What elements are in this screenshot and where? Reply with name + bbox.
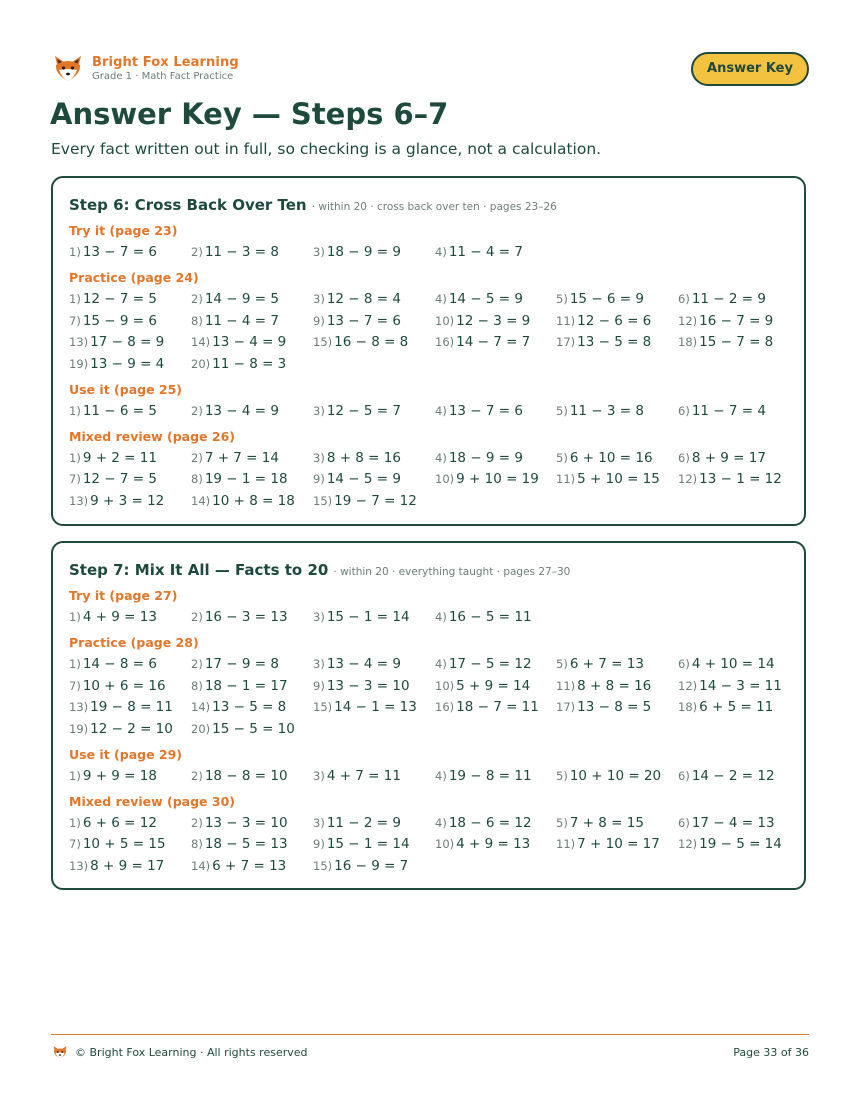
answer-fact [69,333,164,351]
fact-equation: 17 − 4 = 13 [691,814,775,831]
fact-equation: 13 − 7 = 6 [82,244,157,260]
section-label: Try it (page 27) [69,588,178,603]
fact-equation: 8 + 8 = 16 [577,677,652,694]
answer-fact [313,290,401,308]
answer-fact [69,243,157,261]
fact-equation: 15 − 1 = 14 [326,836,410,852]
fact-equation: 13 − 5 = 8 [212,699,287,715]
fact-equation: 14 − 1 = 13 [334,699,417,715]
step-meta: · within 20 · everything taught · pages 27–30 [333,566,571,578]
fact-equation: 9 + 10 = 19 [456,471,539,487]
problem-number: 10) [435,472,455,486]
fact-equation: 12 − 2 = 10 [90,720,173,737]
answer-fact [69,814,157,832]
answer-fact [556,677,651,695]
answer-fact [313,470,401,488]
answer-fact [435,608,532,626]
problem-number: 13) [69,493,89,508]
answer-fact [191,835,288,853]
answer-fact [556,835,660,853]
problem-number: 10) [435,678,455,693]
problem-number: 3) [313,610,325,624]
fact-equation: 18 − 9 = 9 [448,449,523,466]
fact-equation: 13 − 8 = 5 [577,699,652,715]
fact-equation: 14 − 5 = 9 [448,291,523,307]
answer-fact [191,355,286,373]
problem-number: 1) [69,610,81,624]
fact-equation: 17 − 5 = 12 [448,656,532,672]
fact-equation: 18 − 8 = 10 [204,767,288,784]
section-label: Use it (page 29) [69,746,183,762]
brand-subtitle: Grade 1 · Math Fact Practice [92,71,234,82]
problem-number: 14) [191,858,211,873]
answer-fact [313,835,410,853]
answer-fact [191,655,279,673]
fact-equation: 6 + 5 = 11 [699,699,774,715]
problem-number: 10) [435,837,455,851]
answer-fact [313,814,401,832]
answer-fact [69,290,157,308]
fact-equation: 13 − 7 = 6 [448,402,523,419]
problem-number: 15) [313,700,333,714]
answer-fact [69,857,164,875]
answer-fact [556,814,644,832]
fact-equation: 12 − 5 = 7 [326,402,401,419]
fact-equation: 8 + 9 = 17 [691,449,766,466]
fact-equation: 13 − 4 = 9 [212,334,287,350]
fact-equation: 16 − 8 = 8 [334,334,409,350]
fact-equation: 8 + 9 = 17 [90,857,165,874]
problem-number: 6) [678,292,690,306]
problem-number: 8) [191,472,203,486]
problem-number: 8) [191,837,203,851]
fact-equation: 10 + 8 = 18 [212,492,295,509]
answer-fact [678,767,775,785]
problem-number: 9) [313,313,325,328]
answer-fact [678,835,782,853]
answer-fact [69,677,166,695]
fact-equation: 11 − 4 = 7 [448,244,523,260]
fact-equation: 15 − 1 = 14 [326,609,410,625]
fact-equation: 13 − 4 = 9 [326,656,401,672]
page-number: Page 33 of 36 [733,1046,809,1059]
answer-key-badge: Answer Key [691,52,809,86]
fact-equation: 16 − 5 = 11 [448,609,532,625]
problem-number: 4) [435,610,447,624]
section-label: Practice (page 28) [69,635,199,650]
answer-fact [313,857,408,875]
fact-equation: 18 − 7 = 11 [456,699,539,715]
fact-equation: 12 − 7 = 5 [82,471,157,487]
problem-number: 16) [435,700,455,714]
page-title: Answer Key — Steps 6–7 [50,97,449,131]
answer-fact [191,857,286,875]
fact-equation: 10 + 10 = 20 [569,767,662,784]
answer-fact [191,698,286,716]
answer-fact [69,655,157,673]
problem-number: 2) [191,657,203,671]
answer-fact [435,243,523,261]
problem-number: 19) [69,356,89,371]
problem-number: 4) [435,657,447,671]
fact-equation: 13 − 4 = 9 [204,402,279,419]
answer-fact [435,835,530,853]
fact-equation: 9 + 2 = 11 [82,449,157,466]
problem-number: 6) [678,815,690,830]
answer-fact [678,698,773,716]
problem-number: 4) [435,245,447,259]
fact-equation: 16 − 7 = 9 [699,312,774,329]
problem-number: 2) [191,768,203,783]
answer-fact [435,402,523,420]
fact-equation: 11 − 2 = 9 [691,291,766,307]
answer-fact [313,677,410,695]
problem-number: 14) [191,700,211,714]
fact-equation: 18 − 9 = 9 [326,244,401,260]
answer-fact [678,677,782,695]
problem-number: 1) [69,292,81,306]
fact-equation: 17 − 9 = 8 [204,656,279,672]
problem-number: 12) [678,472,698,486]
problem-number: 18) [678,700,698,714]
fact-equation: 10 + 6 = 16 [82,677,166,694]
fact-equation: 11 − 3 = 8 [569,402,644,419]
fact-equation: 19 − 8 = 11 [90,699,173,715]
fact-equation: 12 − 8 = 4 [326,291,401,307]
problem-number: 4) [435,768,447,783]
fact-equation: 4 + 7 = 11 [326,767,401,784]
problem-number: 11) [556,678,576,693]
answer-fact [435,333,530,351]
answer-fact [435,677,530,695]
problem-number: 15) [313,493,333,508]
answer-fact [556,333,651,351]
fact-equation: 9 + 9 = 18 [82,767,157,784]
answer-fact [435,312,530,330]
problem-number: 13) [69,858,89,873]
problem-number: 4) [435,815,447,830]
problem-number: 1) [69,768,81,783]
fact-equation: 5 + 9 = 14 [456,677,531,694]
answer-fact [435,655,532,673]
answer-fact [191,290,279,308]
problem-number: 5) [556,450,568,465]
problem-number: 1) [69,657,81,671]
problem-number: 4) [435,450,447,465]
fact-equation: 13 − 3 = 10 [204,814,288,831]
answer-fact [69,355,164,373]
fact-equation: 12 − 7 = 5 [82,291,157,307]
problem-number: 12) [678,837,698,851]
answer-fact [69,767,157,785]
problem-number: 4) [435,292,447,306]
problem-number: 1) [69,815,81,830]
answer-fact [678,402,766,420]
fact-equation: 12 − 3 = 9 [456,312,531,329]
answer-fact [556,698,651,716]
step-7-card [51,541,806,890]
section-label: Use it (page 25) [69,381,183,397]
answer-fact [191,492,295,510]
problem-number: 3) [313,245,325,259]
fact-equation: 13 − 7 = 6 [326,312,401,329]
problem-number: 9) [313,837,325,851]
fact-equation: 11 − 8 = 3 [212,355,287,372]
answer-fact [313,492,417,510]
fact-equation: 16 − 3 = 13 [204,609,288,625]
fact-equation: 7 + 10 = 17 [577,836,660,852]
answer-fact [313,449,401,467]
step-meta: · within 20 · cross back over ten · pages 23–26 [311,201,557,213]
fact-equation: 15 − 6 = 9 [569,291,644,307]
answer-fact [313,312,401,330]
problem-number: 7) [69,313,81,328]
problem-number: 9) [313,472,325,486]
fact-equation: 11 − 3 = 8 [204,244,279,260]
answer-fact [556,655,644,673]
answer-fact [435,290,523,308]
problem-number: 4) [435,403,447,418]
fact-equation: 13 − 9 = 4 [90,355,165,372]
problem-number: 1) [69,245,81,259]
fact-equation: 9 + 3 = 12 [90,492,165,509]
fact-equation: 5 + 10 = 15 [577,471,660,487]
answer-fact [435,767,532,785]
fact-equation: 15 − 9 = 6 [82,312,157,329]
problem-number: 10) [435,313,455,328]
answer-fact [678,312,773,330]
fact-equation: 15 − 5 = 10 [212,720,295,737]
problem-number: 12) [678,678,698,693]
problem-number: 19) [69,721,89,736]
answer-fact [556,312,651,330]
fox-icon [52,52,84,84]
fact-equation: 14 − 9 = 5 [204,291,279,307]
problem-number: 1) [69,403,81,418]
answer-fact [191,767,288,785]
answer-fact [556,402,644,420]
answer-fact [313,698,417,716]
problem-number: 2) [191,610,203,624]
problem-number: 3) [313,815,325,830]
answer-fact [313,243,401,261]
answer-fact [191,243,279,261]
fact-equation: 13 − 5 = 8 [577,334,652,350]
answer-fact [69,312,157,330]
footer-copyright: © Bright Fox Learning · All rights reserved [75,1046,308,1059]
answer-fact [191,402,279,420]
problem-number: 11) [556,472,576,486]
fact-equation: 4 + 9 = 13 [82,609,157,625]
answer-fact [678,290,766,308]
section-label: Practice (page 24) [69,270,199,285]
fact-equation: 7 + 8 = 15 [569,814,644,831]
problem-number: 2) [191,815,203,830]
fact-equation: 14 − 5 = 9 [326,471,401,487]
problem-number: 3) [313,450,325,465]
problem-number: 20) [191,721,211,736]
problem-number: 3) [313,292,325,306]
answer-fact [69,470,157,488]
problem-number: 6) [678,450,690,465]
fact-equation: 6 + 7 = 13 [569,656,644,672]
problem-number: 11) [556,313,576,328]
answer-fact [678,814,775,832]
problem-number: 7) [69,837,81,851]
fact-equation: 11 − 4 = 7 [204,312,279,329]
fact-equation: 11 − 6 = 5 [82,402,157,419]
problem-number: 3) [313,768,325,783]
problem-number: 14) [191,493,211,508]
answer-fact [435,449,523,467]
page-header [52,52,809,88]
answer-fact [191,333,286,351]
problem-number: 6) [678,403,690,418]
problem-number: 17) [556,335,576,349]
fact-equation: 6 + 7 = 13 [212,857,287,874]
step-6-card [51,176,806,526]
fact-equation: 11 − 2 = 9 [326,814,401,831]
problem-number: 15) [313,858,333,873]
problem-number: 12) [678,313,698,328]
fact-equation: 14 − 2 = 12 [691,767,775,784]
fact-equation: 16 − 9 = 7 [334,857,409,874]
problem-number: 3) [313,657,325,671]
problem-number: 18) [678,335,698,349]
answer-fact [313,333,408,351]
footer-divider [51,1034,809,1035]
answer-fact [435,470,539,488]
problem-number: 14) [191,335,211,349]
answer-fact [191,720,295,738]
problem-number: 11) [556,837,576,851]
fact-equation: 14 − 3 = 11 [699,677,782,694]
fact-equation: 18 − 6 = 12 [448,814,532,831]
fact-equation: 17 − 8 = 9 [90,334,165,350]
problem-number: 2) [191,292,203,306]
answer-fact [69,402,157,420]
answer-fact [435,698,539,716]
problem-number: 7) [69,678,81,693]
problem-number: 5) [556,815,568,830]
problem-number: 8) [191,678,203,693]
section-label: Try it (page 23) [69,223,178,238]
fact-equation: 19 − 7 = 12 [334,492,417,509]
answer-fact [191,677,288,695]
answer-fact [678,470,782,488]
fact-equation: 14 − 7 = 7 [456,334,531,350]
fact-equation: 7 + 7 = 14 [204,449,279,466]
answer-fact [191,814,288,832]
problem-number: 2) [191,403,203,418]
step-title: Step 6: Cross Back Over Ten [69,196,307,214]
answer-fact [69,492,164,510]
fact-equation: 15 − 7 = 8 [699,334,774,350]
fact-equation: 13 − 3 = 10 [326,677,410,694]
fact-equation: 4 + 10 = 14 [691,656,775,672]
problem-number: 15) [313,335,333,349]
problem-number: 16) [435,335,455,349]
fact-equation: 13 − 1 = 12 [699,471,782,487]
fact-equation: 18 − 1 = 17 [204,677,288,694]
answer-fact [313,655,401,673]
answer-fact [678,449,766,467]
problem-number: 2) [191,450,203,465]
fact-equation: 19 − 1 = 18 [204,471,288,487]
answer-fact [191,608,288,626]
answer-fact [556,470,660,488]
problem-number: 13) [69,335,89,349]
problem-number: 5) [556,403,568,418]
fact-equation: 18 − 5 = 13 [204,836,288,852]
fact-equation: 10 + 5 = 15 [82,836,166,852]
answer-fact [313,767,401,785]
problem-number: 8) [191,313,203,328]
problem-number: 6) [678,657,690,671]
fact-equation: 6 + 6 = 12 [82,814,157,831]
fact-equation: 6 + 10 = 16 [569,449,653,466]
answer-fact [69,449,157,467]
answer-fact [69,835,166,853]
section-label: Mixed review (page 30) [69,793,235,809]
fact-equation: 4 + 9 = 13 [456,836,531,852]
problem-number: 5) [556,768,568,783]
step-heading [69,560,570,582]
answer-fact [678,333,773,351]
problem-number: 9) [313,678,325,693]
brand-name: Bright Fox Learning [92,55,239,70]
section-label: Mixed review (page 26) [69,428,235,444]
step-heading [69,195,557,217]
fact-equation: 12 − 6 = 6 [577,312,652,329]
answer-fact [191,312,279,330]
problem-number: 5) [556,292,568,306]
problem-number: 2) [191,245,203,259]
answer-fact [191,449,279,467]
problem-number: 1) [69,450,81,465]
fact-equation: 19 − 8 = 11 [448,767,532,784]
answer-fact [435,814,532,832]
answer-fact [313,402,401,420]
fact-equation: 19 − 5 = 14 [699,836,782,852]
fact-equation: 14 − 8 = 6 [82,656,157,672]
fox-icon [52,1044,68,1060]
problem-number: 20) [191,356,211,371]
answer-fact [69,720,173,738]
answer-fact [678,655,775,673]
answer-fact [556,290,644,308]
answer-fact [556,449,653,467]
answer-fact [556,767,661,785]
problem-number: 3) [313,403,325,418]
problem-number: 5) [556,657,568,671]
problem-number: 6) [678,768,690,783]
problem-number: 17) [556,700,576,714]
answer-fact [69,698,173,716]
step-title: Step 7: Mix It All — Facts to 20 [69,561,329,579]
answer-fact [191,470,288,488]
answer-fact [69,608,157,626]
page-subtitle: Every fact written out in full, so checking is a glance, not a calculation. [51,140,602,158]
fact-equation: 11 − 7 = 4 [691,402,766,419]
fact-equation: 8 + 8 = 16 [326,449,401,466]
answer-fact [313,608,410,626]
problem-number: 7) [69,472,81,486]
problem-number: 13) [69,700,89,714]
